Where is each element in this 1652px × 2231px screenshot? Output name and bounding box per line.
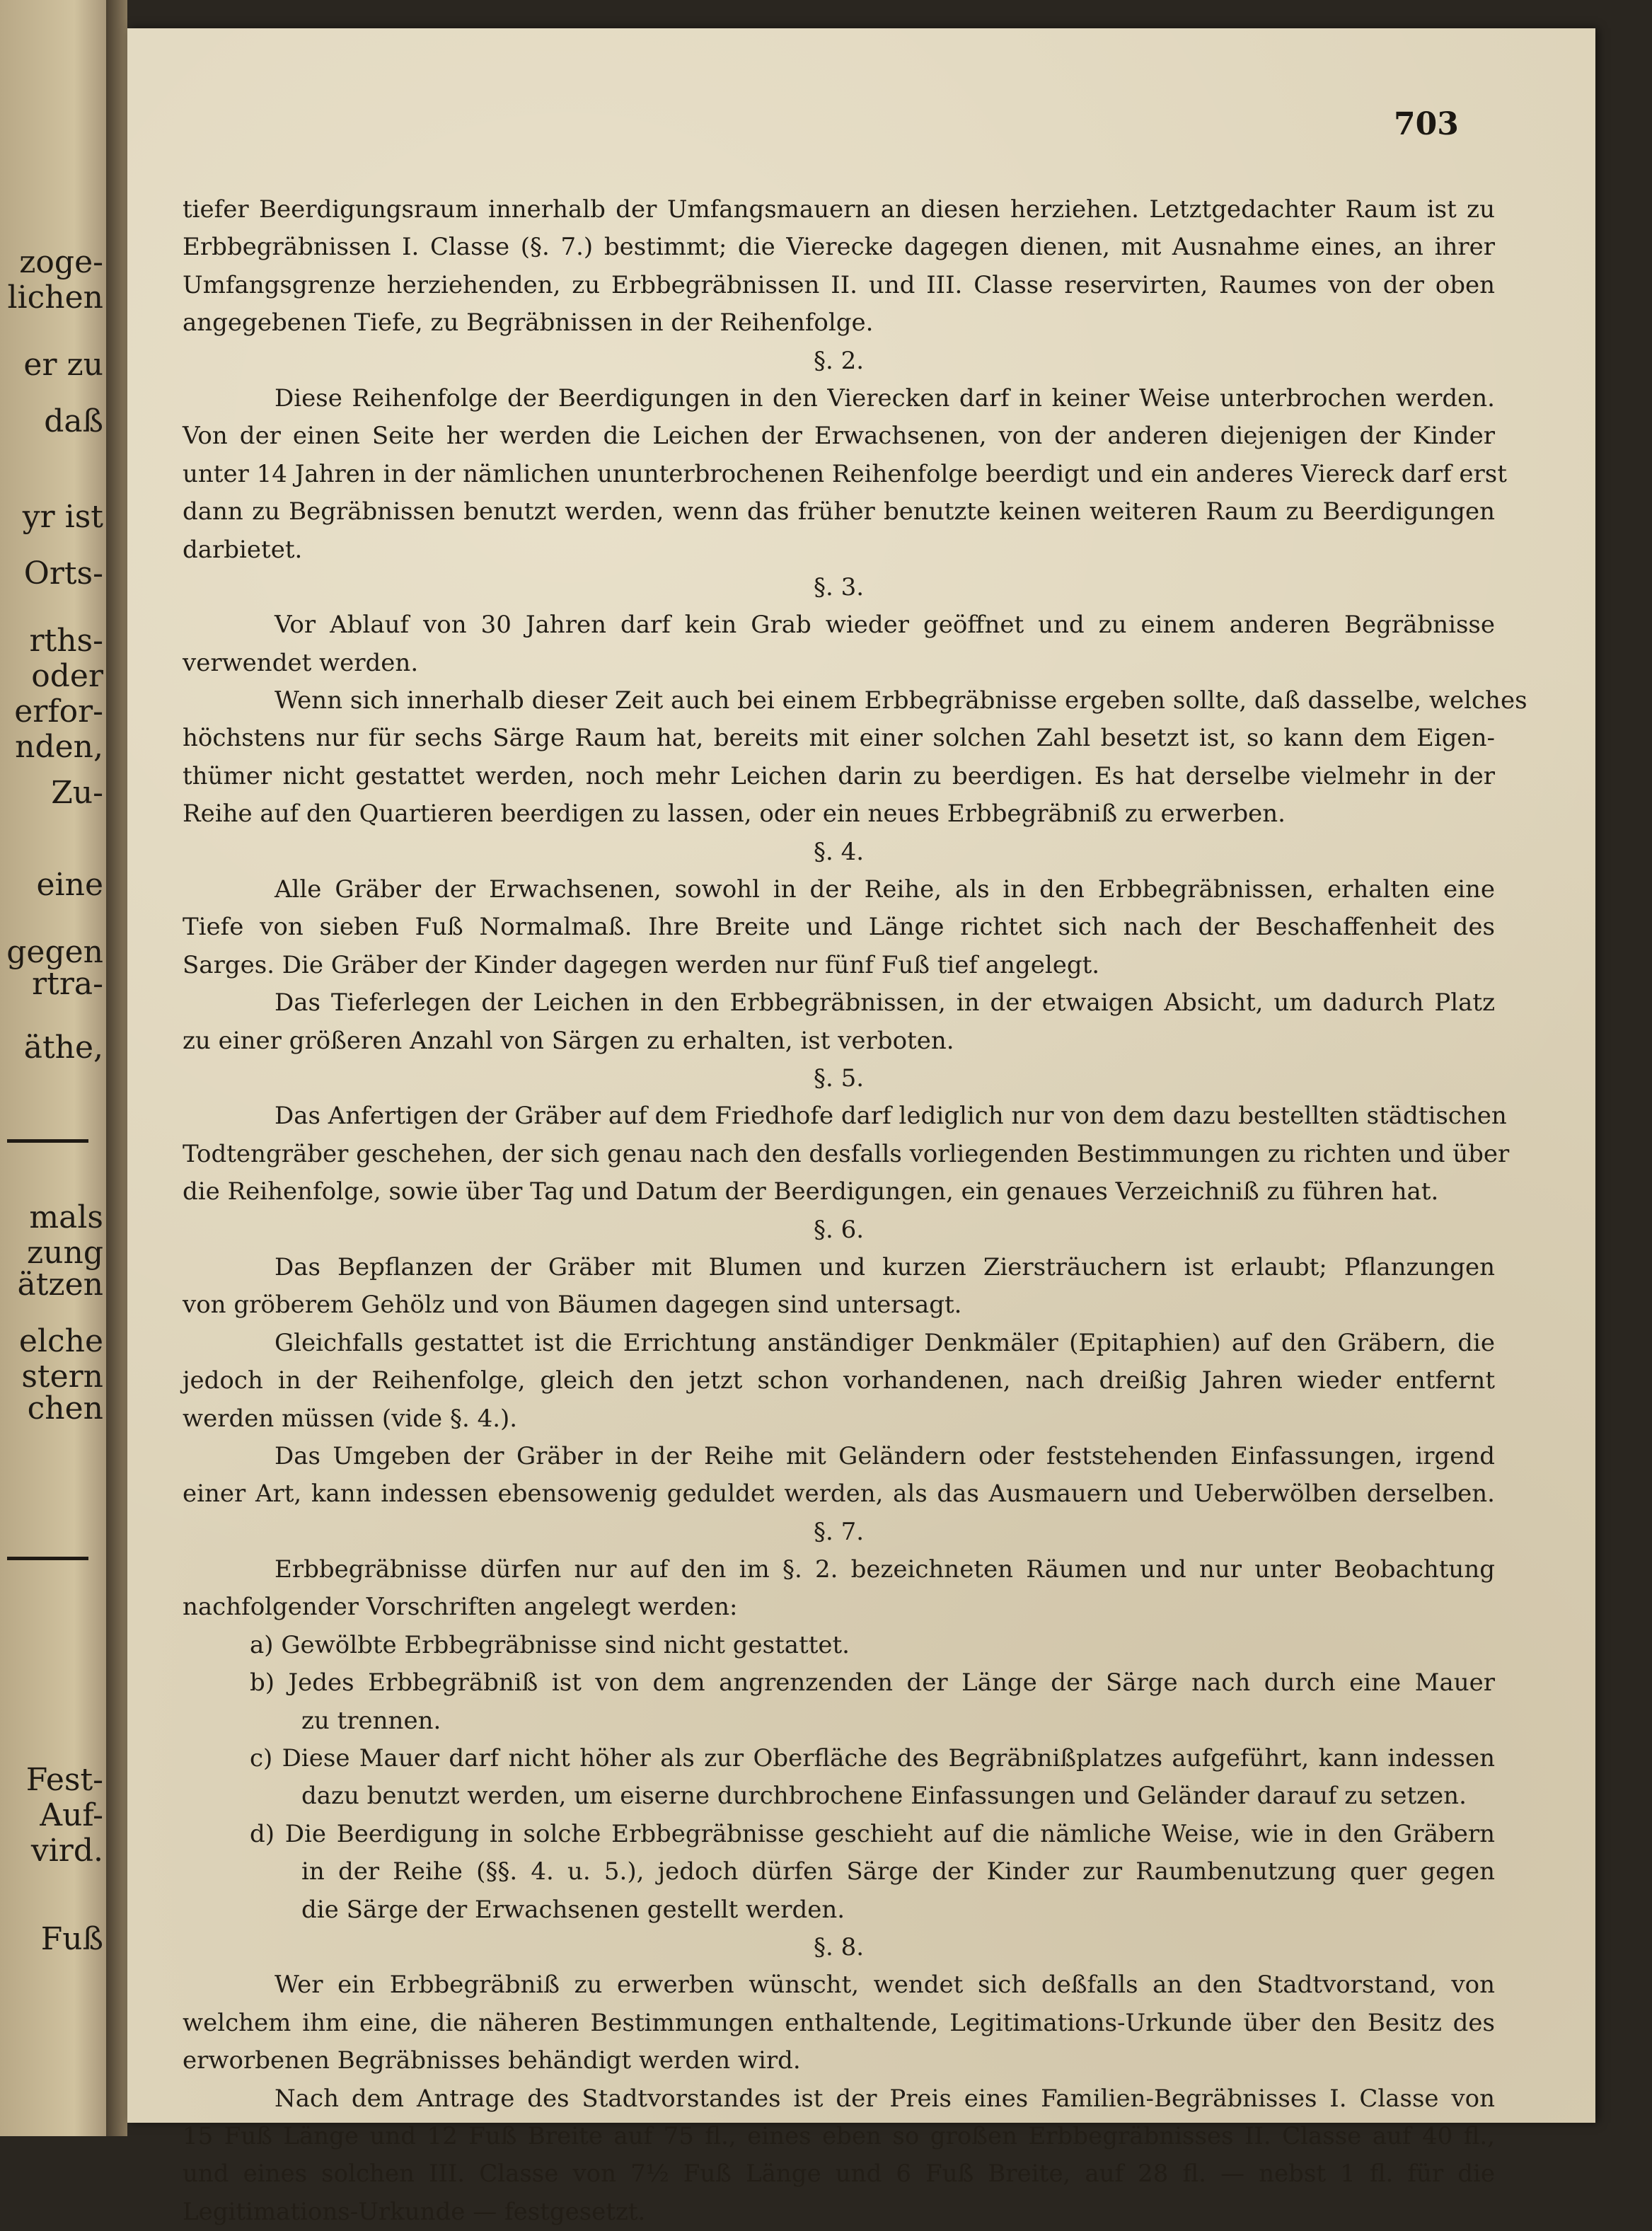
text-line: Tiefe von sieben Fuß Normalmaß. Ihre Breite und Länge richtet sich nach der Beschaffenheit des xyxy=(183,913,1495,942)
margin-fragment: gegen xyxy=(6,934,103,970)
text-line: Von der einen Seite her werden die Leichen der Erwachsenen, von der anderen diejenigen der Kinder xyxy=(183,422,1495,451)
text-line: Reihe auf den Quartieren beerdigen zu lassen, oder ein neues Erbbegräbniß zu erwerben. xyxy=(183,800,1286,829)
text-line: nachfolgender Vorschriften angelegt werden: xyxy=(183,1593,738,1622)
margin-fragment: zoge- xyxy=(19,244,103,280)
section-heading: §. 3. xyxy=(813,572,865,601)
text-line: darbietet. xyxy=(183,535,303,564)
margin-fragment: eine xyxy=(36,867,103,903)
text-line: Legitimations-Urkunde — festgesetzt. xyxy=(183,2197,646,2226)
text-line: Umfangsgrenze herziehenden, zu Erbbegräbnissen II. und III. Classe reservirten, Raumes von der oben xyxy=(183,270,1495,299)
margin-fragment: elche xyxy=(18,1323,103,1359)
text-line: Vor Ablauf von 30 Jahren darf kein Grab wieder geöffnet und zu einem anderen Begräbnisse xyxy=(275,611,1495,640)
margin-rule xyxy=(7,1139,88,1143)
text-line: Erbbegräbnissen I. Classe (§. 7.) bestimmt; die Vierecke dagegen dienen, mit Ausnahme eines, an ihrer xyxy=(183,233,1495,262)
text-line: dann zu Begräbnissen benutzt werden, wenn das früher benutzte keinen weiteren Raum zu Beerdigungen xyxy=(183,497,1495,526)
text-line: erworbenen Begräbnisses behändigt werden wird. xyxy=(183,2046,801,2075)
margin-fragment: stern xyxy=(21,1359,103,1395)
text-line: Nach dem Antrage des Stadtvorstandes ist der Preis eines Familien-Begräbnisses I. Classe von xyxy=(275,2084,1495,2113)
list-item: die Särge der Erwachsenen gestellt werden. xyxy=(301,1895,845,1924)
text-line: von gröberem Gehölz und von Bäumen dagegen sind untersagt. xyxy=(183,1291,962,1320)
margin-fragment: vird. xyxy=(30,1833,103,1869)
text-line: höchstens nur für sechs Särge Raum hat, bereits mit einer solchen Zahl besetzt ist, so kann dem Eigen- xyxy=(183,724,1495,753)
text-line: und eines solchen III. Classe von 7½ Fuß Länge und 6 Fuß Breite, auf 28 fl. — nebst 1 fl. für die xyxy=(183,2160,1495,2189)
margin-fragment: nden, xyxy=(15,729,103,765)
text-line: Diese Reihenfolge der Beerdigungen in den Vierecken darf in keiner Weise unterbrochen werden. xyxy=(275,384,1495,413)
body-text xyxy=(183,191,1527,2231)
margin-fragment: daß xyxy=(44,403,103,439)
margin-fragment: Orts- xyxy=(23,555,103,592)
margin-fragment: mals xyxy=(29,1199,103,1235)
previous-page-edge xyxy=(0,0,106,2136)
list-item: c) Diese Mauer darf nicht höher als zur Oberfläche des Begräbnißplatzes aufgeführt, kann indessen xyxy=(250,1744,1495,1773)
margin-fragment: Auf- xyxy=(40,1797,103,1833)
text-line: zu einer größeren Anzahl von Särgen zu erhalten, ist verboten. xyxy=(183,1026,954,1055)
text-line: werden müssen (vide §. 4.). xyxy=(183,1404,518,1433)
margin-fragment: zung xyxy=(26,1235,103,1271)
text-line: angegebenen Tiefe, zu Begräbnissen in der Reihenfolge. xyxy=(183,309,874,338)
margin-fragment: äthe, xyxy=(23,1030,103,1066)
margin-fragment: Zu- xyxy=(51,775,103,811)
text-line: einer Art, kann indessen ebensowenig geduldet werden, als das Ausmauern und Ueberwölben derselben. xyxy=(183,1480,1495,1509)
list-item: b) Jedes Erbbegräbniß ist von dem angrenzenden der Länge der Särge nach durch eine Mauer xyxy=(250,1668,1495,1697)
section-heading: §. 8. xyxy=(813,1932,865,1961)
text-line: thümer nicht gestattet werden, noch mehr Leichen darin zu beerdigen. Es hat derselbe vielmehr in der xyxy=(183,761,1495,790)
margin-rule xyxy=(7,1557,88,1560)
margin-fragment: ätzen xyxy=(17,1267,103,1303)
text-line: die Reihenfolge, sowie über Tag und Datum der Beerdigungen, ein genaues Verzeichniß zu führen hat. xyxy=(183,1177,1439,1206)
margin-fragment: Fest- xyxy=(25,1762,103,1798)
text-line: unter 14 Jahren in der nämlichen ununterbrochenen Reihenfolge beerdigt und ein anderes Viereck darf erst xyxy=(183,459,1507,488)
margin-fragment: Fuß xyxy=(40,1921,103,1957)
document-page xyxy=(127,28,1595,2226)
list-item: zu trennen. xyxy=(301,1706,441,1735)
text-line: Alle Gräber der Erwachsenen, sowohl in der Reihe, als in den Erbbegräbnissen, erhalten eine xyxy=(275,875,1495,904)
margin-fragment: er zu xyxy=(23,347,103,383)
text-line: jedoch in der Reihenfolge, gleich den jetzt schon vorhandenen, nach dreißig Jahren wieder entfernt xyxy=(183,1366,1495,1395)
text-line: tiefer Beerdigungsraum innerhalb der Umfangsmauern an diesen herziehen. Letztgedachter Raum ist zu xyxy=(183,195,1495,224)
book-gutter xyxy=(106,0,127,2136)
text-line: 15 Fuß Länge und 12 Fuß Breite auf 75 fl., eines eben so großen Erbbegräbnisses II. Classe auf 40 fl., xyxy=(183,2121,1495,2150)
text-line: Todtengräber geschehen, der sich genau nach den desfalls vorliegenden Bestimmungen zu richten und über xyxy=(183,1139,1510,1168)
section-heading: §. 7. xyxy=(813,1517,865,1546)
text-line: Wer ein Erbbegräbniß zu erwerben wünscht, wendet sich deßfalls an den Stadtvorstand, von xyxy=(275,1971,1495,2000)
text-line: Gleichfalls gestattet ist die Errichtung anständiger Denkmäler (Epitaphien) auf den Gräbern, die xyxy=(275,1328,1495,1357)
margin-fragment: chen xyxy=(27,1390,103,1426)
text-line: Das Umgeben der Gräber in der Reihe mit Geländern oder feststehenden Einfassungen, irgend xyxy=(275,1441,1495,1470)
margin-fragment: rths- xyxy=(29,623,103,659)
section-heading: §. 4. xyxy=(813,837,865,866)
text-line: Das Anfertigen der Gräber auf dem Friedhofe darf lediglich nur von dem dazu bestellten städtischen xyxy=(275,1102,1507,1131)
margin-fragment: yr ist xyxy=(22,499,103,535)
text-line: Erbbegräbnisse dürfen nur auf den im §. 2. bezeichneten Räumen und nur unter Beobachtung xyxy=(275,1555,1495,1584)
text-line: Wenn sich innerhalb dieser Zeit auch bei einem Erbbegräbnisse ergeben sollte, daß dasselbe, welches xyxy=(275,686,1527,715)
margin-fragment: erfor- xyxy=(14,693,103,730)
section-heading: §. 6. xyxy=(813,1215,865,1244)
page-number: 703 xyxy=(1394,106,1459,142)
text-line: welchem ihm eine, die näheren Bestimmungen enthaltende, Legitimations-Urkunde über den Besitz des xyxy=(183,2008,1495,2037)
text-line: Das Bepflanzen der Gräber mit Blumen und kurzen Ziersträuchern ist erlaubt; Pflanzungen xyxy=(275,1252,1495,1281)
text-line: verwendet werden. xyxy=(183,648,419,677)
margin-fragment: oder xyxy=(31,658,103,694)
margin-fragment: rtra- xyxy=(32,966,103,1002)
section-heading: §. 5. xyxy=(813,1063,865,1093)
text-line: Sarges. Die Gräber der Kinder dagegen werden nur fünf Fuß tief angelegt. xyxy=(183,950,1100,979)
list-item: dazu benutzt werden, um eiserne durchbrochene Einfassungen und Geländer darauf zu setzen. xyxy=(301,1782,1467,1811)
list-item: in der Reihe (§§. 4. u. 5.), jedoch dürfen Särge der Kinder zur Raumbenutzung quer gegen xyxy=(301,1857,1495,1886)
margin-fragment: lichen xyxy=(7,279,103,316)
section-heading: §. 2. xyxy=(813,346,865,375)
text-line: Das Tieferlegen der Leichen in den Erbbegräbnissen, in der etwaigen Absicht, um dadurch Platz xyxy=(275,988,1495,1018)
list-item: d) Die Beerdigung in solche Erbbegräbnisse geschieht auf die nämliche Weise, wie in den Gräbern xyxy=(250,1819,1495,1848)
list-item: a) Gewölbte Erbbegräbnisse sind nicht gestattet. xyxy=(250,1630,850,1659)
